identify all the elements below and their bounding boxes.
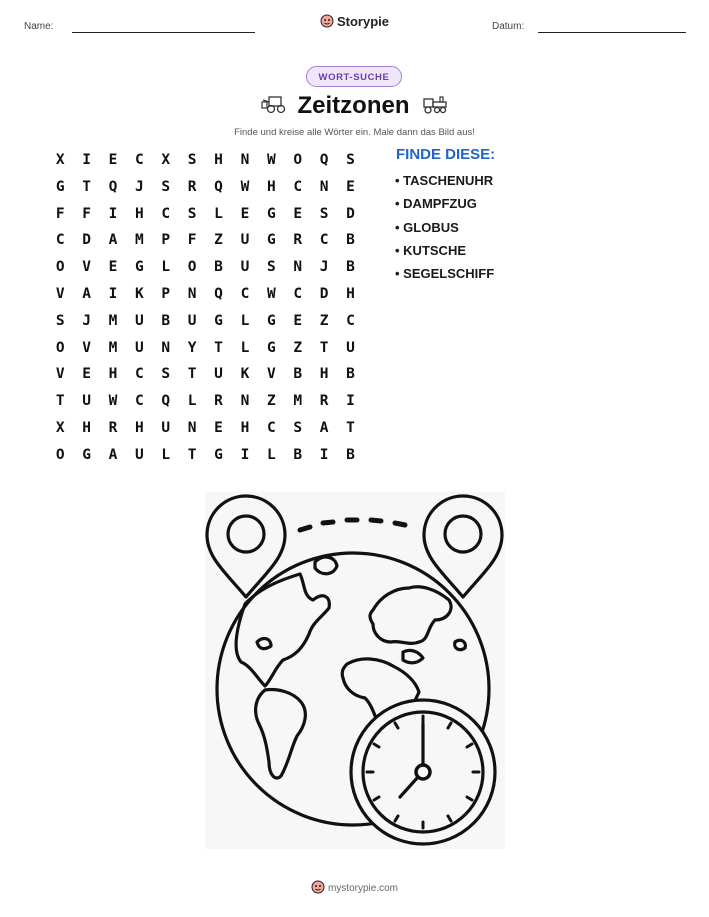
- grid-letter[interactable]: H: [346, 285, 355, 302]
- grid-letter[interactable]: H: [135, 419, 144, 436]
- coloring-picture: [205, 492, 505, 849]
- grid-letter[interactable]: S: [293, 419, 303, 436]
- grid-letter[interactable]: E: [214, 419, 223, 436]
- grid-letter[interactable]: S: [161, 178, 171, 195]
- grid-letter[interactable]: W: [266, 152, 276, 168]
- grid-letter[interactable]: T: [187, 366, 197, 383]
- grid-letter[interactable]: X: [55, 152, 65, 168]
- grid-letter[interactable]: H: [214, 152, 223, 168]
- map-pin-icon: [207, 496, 285, 597]
- grid-letter[interactable]: B: [214, 259, 223, 276]
- grid-letter[interactable]: M: [108, 312, 118, 329]
- grid-letter[interactable]: I: [108, 205, 118, 222]
- grid-row: [47, 174, 364, 201]
- grid-row: [47, 147, 364, 174]
- letter-grid: [47, 147, 364, 469]
- word-list: [395, 172, 494, 288]
- grid-letter[interactable]: D: [346, 205, 355, 222]
- grid-letter[interactable]: N: [187, 285, 197, 302]
- grid-letter[interactable]: T: [319, 339, 329, 356]
- grid-letter[interactable]: H: [135, 205, 144, 222]
- grid-letter[interactable]: L: [240, 339, 250, 356]
- grid-letter[interactable]: L: [240, 312, 250, 329]
- grid-letter[interactable]: C: [266, 419, 276, 436]
- grid-letter[interactable]: J: [82, 312, 91, 329]
- brand-name: Storypie: [336, 14, 389, 29]
- grid-letter[interactable]: D: [319, 285, 329, 302]
- category-badge: WORT-SUCHE: [306, 66, 402, 87]
- grid-letter[interactable]: U: [135, 312, 144, 329]
- grid-letter[interactable]: E: [293, 205, 303, 222]
- grid-letter[interactable]: L: [187, 393, 197, 410]
- grid-letter[interactable]: Z: [266, 393, 276, 410]
- grid-letter[interactable]: A: [82, 285, 91, 302]
- grid-letter[interactable]: S: [187, 152, 197, 168]
- grid-letter[interactable]: T: [55, 393, 65, 410]
- grid-letter[interactable]: G: [266, 312, 276, 329]
- grid-letter[interactable]: N: [161, 339, 171, 356]
- grid-letter[interactable]: G: [135, 259, 144, 276]
- grid-letter[interactable]: U: [214, 366, 223, 383]
- date-label: Datum:: [492, 21, 525, 32]
- grid-letter[interactable]: G: [266, 232, 276, 249]
- grid-letter[interactable]: K: [135, 285, 144, 302]
- storypie-logo-icon: [320, 14, 334, 31]
- grid-letter[interactable]: U: [346, 339, 355, 356]
- grid-letter[interactable]: L: [161, 259, 171, 276]
- grid-letter[interactable]: C: [135, 366, 144, 383]
- grid-letter[interactable]: H: [108, 366, 118, 383]
- brand: [0, 14, 709, 31]
- grid-row: [47, 201, 364, 228]
- grid-row: [47, 308, 364, 335]
- grid-letter[interactable]: Q: [214, 178, 223, 195]
- grid-letter[interactable]: G: [214, 446, 223, 463]
- grid-letter[interactable]: I: [108, 285, 118, 302]
- grid-letter[interactable]: P: [161, 285, 171, 302]
- grid-row: [47, 361, 364, 388]
- footer-url[interactable]: mystorypie.com: [327, 883, 398, 895]
- grid-letter[interactable]: G: [266, 339, 276, 356]
- grid-letter[interactable]: X: [55, 419, 65, 436]
- grid-letter[interactable]: R: [108, 419, 118, 436]
- grid-letter[interactable]: C: [346, 312, 355, 329]
- grid-letter[interactable]: E: [108, 152, 118, 168]
- grid-letter[interactable]: I: [82, 152, 91, 168]
- grid-letter[interactable]: M: [108, 339, 118, 356]
- grid-letter[interactable]: U: [240, 259, 250, 276]
- grid-letter[interactable]: D: [82, 232, 91, 249]
- grid-letter[interactable]: I: [346, 393, 355, 410]
- grid-letter[interactable]: B: [293, 366, 303, 383]
- grid-letter[interactable]: L: [266, 446, 276, 463]
- instructions: Finde und kreise alle Wörter ein. Male dann das Bild aus!: [234, 127, 475, 138]
- steam-train-icon: [420, 93, 450, 121]
- grid-letter[interactable]: E: [82, 366, 91, 383]
- grid-letter[interactable]: B: [346, 366, 355, 383]
- grid-letter[interactable]: T: [187, 446, 197, 463]
- grid-letter[interactable]: M: [293, 393, 303, 410]
- grid-letter[interactable]: H: [319, 366, 329, 383]
- grid-letter[interactable]: Q: [319, 152, 329, 168]
- grid-letter[interactable]: C: [293, 178, 303, 195]
- grid-letter[interactable]: G: [214, 312, 223, 329]
- date-line[interactable]: [538, 32, 686, 33]
- grid-letter[interactable]: S: [346, 152, 355, 168]
- grid-letter[interactable]: J: [319, 259, 329, 276]
- grid-letter[interactable]: A: [108, 232, 118, 249]
- grid-letter[interactable]: B: [346, 446, 355, 463]
- grid-letter[interactable]: B: [293, 446, 303, 463]
- storypie-logo-icon: [311, 880, 325, 897]
- grid-letter[interactable]: E: [240, 205, 250, 222]
- grid-letter[interactable]: B: [346, 232, 355, 249]
- word-item: • DAMPFZUG: [395, 196, 477, 212]
- grid-letter[interactable]: W: [266, 285, 276, 302]
- grid-letter[interactable]: Z: [293, 339, 303, 356]
- grid-letter[interactable]: L: [161, 446, 171, 463]
- grid-letter[interactable]: H: [82, 419, 91, 436]
- grid-letter[interactable]: R: [293, 232, 303, 249]
- grid-letter[interactable]: Q: [108, 178, 118, 195]
- grid-letter[interactable]: C: [135, 152, 144, 168]
- grid-letter[interactable]: S: [55, 312, 65, 329]
- grid-letter[interactable]: E: [293, 312, 303, 329]
- grid-letter[interactable]: T: [346, 419, 355, 436]
- grid-letter[interactable]: V: [55, 285, 65, 302]
- grid-letter[interactable]: E: [108, 259, 118, 276]
- grid-letter[interactable]: R: [319, 393, 329, 410]
- grid-letter[interactable]: F: [187, 232, 197, 249]
- name-line[interactable]: [72, 32, 255, 33]
- title-row: [0, 92, 709, 121]
- grid-letter[interactable]: B: [161, 312, 171, 329]
- grid-letter[interactable]: U: [161, 419, 171, 436]
- grid-letter[interactable]: S: [187, 205, 197, 222]
- grid-row: [47, 281, 364, 308]
- grid-letter[interactable]: U: [135, 446, 144, 463]
- grid-letter[interactable]: O: [187, 259, 197, 276]
- grid-letter[interactable]: P: [161, 232, 171, 249]
- grid-letter[interactable]: N: [187, 419, 197, 436]
- grid-letter[interactable]: C: [135, 393, 144, 410]
- grid-row: [47, 388, 364, 415]
- grid-letter[interactable]: O: [55, 339, 65, 356]
- grid-letter[interactable]: F: [82, 205, 91, 222]
- grid-letter[interactable]: C: [161, 205, 171, 222]
- grid-letter[interactable]: N: [240, 152, 250, 168]
- grid-letter[interactable]: N: [240, 393, 250, 410]
- word-item: • GLOBUS: [395, 219, 459, 235]
- word-item: • SEGELSCHIFF: [395, 266, 495, 282]
- grid-letter[interactable]: A: [108, 446, 118, 463]
- grid-letter[interactable]: Z: [319, 312, 329, 329]
- grid-letter[interactable]: Q: [161, 393, 171, 410]
- footer: [0, 880, 709, 897]
- grid-letter[interactable]: N: [319, 178, 329, 195]
- name-label: Name:: [24, 21, 54, 32]
- grid-letter[interactable]: S: [266, 259, 276, 276]
- grid-letter[interactable]: U: [187, 312, 197, 329]
- grid-letter[interactable]: Y: [187, 339, 197, 356]
- grid-row: [47, 335, 364, 362]
- grid-letter[interactable]: A: [319, 419, 329, 436]
- grid-letter[interactable]: V: [82, 339, 91, 356]
- grid-letter[interactable]: O: [55, 259, 65, 276]
- grid-letter[interactable]: G: [266, 205, 276, 222]
- word-item: • TASCHENUHR: [395, 173, 494, 188]
- grid-letter[interactable]: Q: [214, 285, 223, 302]
- grid-letter[interactable]: N: [293, 259, 303, 276]
- grid-letter[interactable]: C: [55, 232, 65, 249]
- grid-letter[interactable]: R: [214, 393, 223, 410]
- grid-row: [47, 227, 364, 254]
- grid-letter[interactable]: G: [82, 446, 91, 463]
- grid-letter[interactable]: K: [240, 366, 250, 383]
- grid-letter[interactable]: V: [55, 366, 65, 383]
- grid-letter[interactable]: I: [319, 446, 329, 463]
- clock-icon: [351, 700, 495, 844]
- route-dash-icon: [300, 520, 405, 530]
- grid-letter[interactable]: M: [135, 232, 144, 249]
- page-title: Zeitzonen: [297, 92, 410, 119]
- find-title: FINDE DIESE:: [396, 146, 496, 163]
- grid-letter[interactable]: V: [266, 366, 276, 383]
- grid-letter[interactable]: U: [135, 339, 144, 356]
- grid-letter[interactable]: H: [240, 419, 250, 436]
- grid-letter[interactable]: L: [214, 205, 223, 222]
- grid-letter[interactable]: U: [240, 232, 250, 249]
- grid-letter[interactable]: O: [293, 152, 303, 168]
- grid-letter[interactable]: C: [319, 232, 329, 249]
- grid-letter[interactable]: H: [266, 178, 276, 195]
- grid-letter[interactable]: T: [82, 178, 91, 195]
- grid-letter[interactable]: E: [346, 178, 355, 195]
- grid-letter[interactable]: O: [55, 446, 65, 463]
- grid-letter[interactable]: Z: [214, 232, 223, 249]
- word-item: • KUTSCHE: [395, 242, 466, 258]
- grid-row: [47, 415, 364, 442]
- grid-letter[interactable]: J: [135, 178, 144, 195]
- grid-letter[interactable]: W: [240, 178, 250, 195]
- grid-letter[interactable]: X: [161, 152, 171, 168]
- grid-row: [47, 254, 364, 281]
- grid-letter[interactable]: F: [55, 205, 65, 222]
- grid-letter[interactable]: C: [293, 285, 303, 302]
- grid-letter[interactable]: S: [319, 205, 329, 222]
- grid-letter[interactable]: R: [187, 178, 197, 195]
- grid-letter[interactable]: V: [82, 259, 91, 276]
- grid-row: [47, 442, 364, 469]
- grid-letter[interactable]: W: [108, 393, 118, 410]
- grid-letter[interactable]: T: [214, 339, 223, 356]
- grid-letter[interactable]: I: [240, 446, 250, 463]
- grid-letter[interactable]: G: [55, 178, 65, 195]
- grid-letter[interactable]: S: [161, 366, 171, 383]
- carriage-icon: [260, 93, 288, 121]
- grid-letter[interactable]: C: [240, 285, 250, 302]
- grid-letter[interactable]: U: [82, 393, 91, 410]
- grid-letter[interactable]: B: [346, 259, 355, 276]
